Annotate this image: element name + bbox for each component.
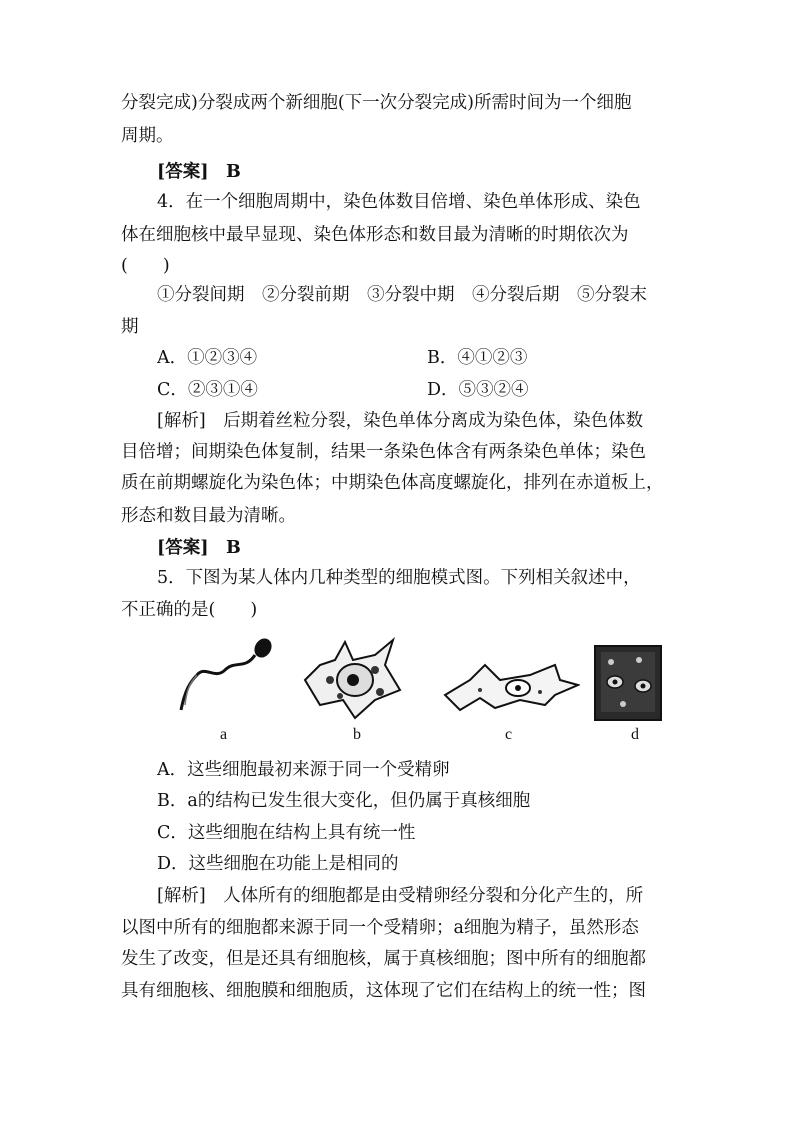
option-c: C．②③①④ xyxy=(157,380,258,400)
epithelial-cell-drawing xyxy=(593,644,663,722)
analysis-4-line-2: 目倍增；间期染色体复制，结果一条染色体含有两条染色单体；染色 xyxy=(121,442,646,462)
cell-diagram-figure xyxy=(175,630,675,750)
figure-label-c: c xyxy=(505,726,513,743)
question-5-stem: 5．下图为某人体内几种类型的细胞模式图。下列相关叙述中， xyxy=(157,568,641,588)
figure-label-b: b xyxy=(353,726,361,743)
question-4-stages: ①分裂间期 ②分裂前期 ③分裂中期 ④分裂后期 ⑤分裂末 xyxy=(157,285,647,305)
analysis-5-line-3: 发生了改变，但是还具有细胞核，属于真核细胞；图中所有的细胞都 xyxy=(121,949,646,969)
figure-label-a: a xyxy=(220,726,228,743)
option-a: A．①②③④ xyxy=(157,348,258,368)
answer-label-4: [答案] B xyxy=(157,538,241,558)
figure-label-d: d xyxy=(631,726,639,743)
question-5-stem-cont: 不正确的是( ) xyxy=(121,600,258,620)
analysis-4-line-3: 质在前期螺旋化为染色体；中期染色体高度螺旋化，排列在赤道板上， xyxy=(121,473,664,493)
question-4-stages-cont: 期 xyxy=(121,317,139,337)
analysis-4-line-4: 形态和数目最为清晰。 xyxy=(121,506,296,526)
question-4-stem: 4．在一个细胞周期中，染色体数目倍增、染色单体形成、染色 xyxy=(157,192,641,212)
text-line-1: 分裂完成)分裂成两个新细胞(下一次分裂完成)所需时间为一个细胞 xyxy=(121,93,632,113)
answer-label-3: [答案] B xyxy=(157,162,241,182)
option-5c: C．这些细胞在结构上具有统一性 xyxy=(157,823,416,843)
question-4-blank: ( ) xyxy=(121,256,170,276)
analysis-5-line-4: 具有细胞核、细胞膜和细胞质，这体现了它们在结构上的统一性；图 xyxy=(121,981,646,1001)
sperm-cell-drawing xyxy=(175,630,275,722)
option-b: B．④①②③ xyxy=(427,348,528,368)
question-4-stem-cont: 体在细胞核中最早显现、染色体形态和数目最为清晰的时期依次为 xyxy=(121,225,629,245)
fibroblast-cell-drawing xyxy=(440,650,580,720)
option-d: D．⑤③②④ xyxy=(427,380,529,400)
nerve-cell-drawing xyxy=(295,630,405,722)
analysis-5-line-1: [解析] 人体所有的细胞都是由受精卵经分裂和分化产生的，所 xyxy=(157,886,644,906)
analysis-4-line-1: [解析] 后期着丝粒分裂，染色单体分离成为染色体，染色体数 xyxy=(157,411,644,431)
text-line-2: 周期。 xyxy=(121,126,174,146)
analysis-5-line-2: 以图中所有的细胞都来源于同一个受精卵；a细胞为精子，虽然形态 xyxy=(121,918,639,938)
option-5d: D．这些细胞在功能上是相同的 xyxy=(157,854,399,874)
option-5a: A．这些细胞最初来源于同一个受精卵 xyxy=(157,760,450,780)
option-5b: B．a的结构已发生很大变化，但仍属于真核细胞 xyxy=(157,791,531,811)
